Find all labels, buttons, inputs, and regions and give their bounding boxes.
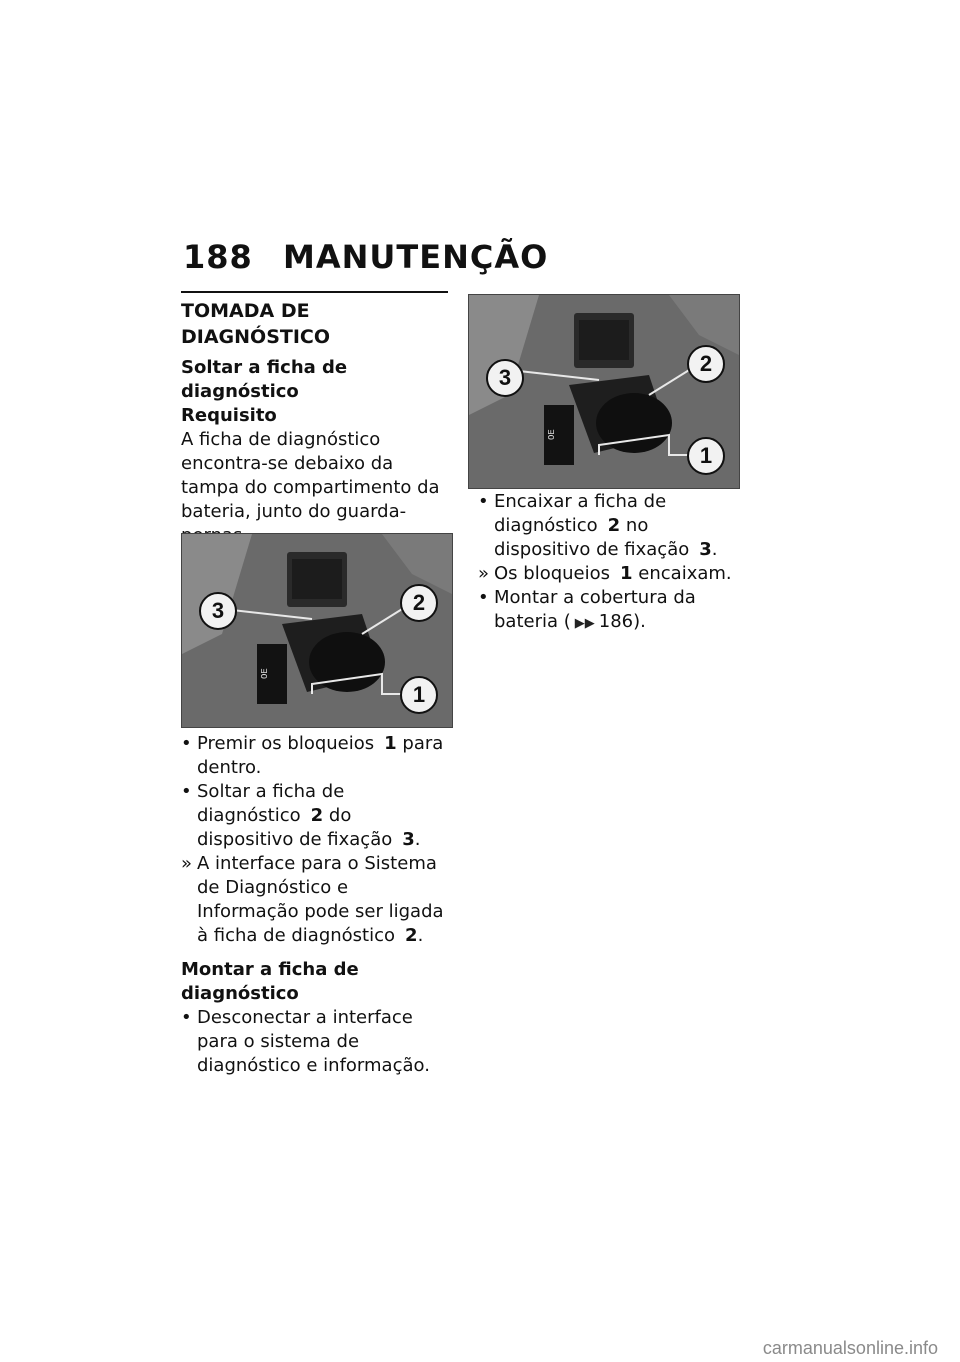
arrow-right-icon: ▶▶	[574, 616, 595, 631]
page-number: 188	[183, 238, 253, 276]
ref-number: 1	[384, 733, 397, 754]
bullet-marker: •	[181, 781, 192, 802]
step-insert-plug	[478, 490, 750, 562]
section-divider	[181, 291, 448, 293]
ref-number: 3	[402, 829, 415, 850]
step-text: Encaixar a ficha de diagnóstico	[494, 491, 667, 536]
ref-number: 2	[405, 925, 418, 946]
callout-2: 2	[687, 345, 725, 383]
callout-3: 3	[199, 592, 237, 630]
result-after: encaixam.	[638, 563, 732, 584]
result-locks-engage	[478, 562, 750, 586]
step-disconnect-interface	[181, 1006, 453, 1078]
page-reference[interactable]: 186	[598, 611, 634, 632]
left-column-steps	[181, 732, 453, 1078]
result-interface	[181, 852, 453, 948]
step-end: .	[414, 829, 421, 850]
step-text-after: para dentro.	[197, 733, 444, 778]
diagnostic-connector-photo-2	[468, 294, 740, 489]
result-end: .	[417, 925, 424, 946]
step-text-mid: do dispositivo de fixação	[197, 805, 393, 850]
callout-3: 3	[486, 359, 524, 397]
step-text: Montar a cobertura da bateria (	[494, 587, 696, 632]
callout-1: 1	[400, 676, 438, 714]
result-marker: »	[478, 563, 490, 584]
ref-number: 2	[310, 805, 324, 826]
callout-1: 1	[687, 437, 725, 475]
step-text: Premir os bloqueios	[197, 733, 375, 754]
svg-text:OE: OE	[260, 668, 270, 679]
result-text: A interface para o Sistema de Diagnóstico e Informação pode ser ligada à ficha de diagnóstico	[197, 853, 444, 946]
diagnostic-connector-photo	[181, 533, 453, 728]
requisite-label: Requisito	[181, 405, 277, 426]
callout-2: 2	[400, 584, 438, 622]
section-title: TOMADA DE DIAGNÓSTICO	[181, 300, 331, 348]
step-release-plug	[181, 780, 453, 852]
bullet-marker: •	[181, 733, 192, 754]
page-title: MANUTENÇÃO	[283, 238, 549, 276]
ref-number: 3	[699, 539, 712, 560]
bullet-marker: •	[478, 491, 489, 512]
right-column	[478, 490, 750, 636]
svg-text:OE: OE	[547, 429, 557, 440]
step-mount-battery-cover	[478, 586, 750, 636]
step-press-locks	[181, 732, 453, 780]
ref-number: 1	[620, 563, 633, 584]
bullet-marker: •	[478, 587, 489, 608]
result-marker: »	[181, 853, 193, 874]
subsection-title-mount: Montar a ficha de diagnóstico	[181, 959, 359, 1004]
subsection-title: Soltar a ficha de diagnóstico	[181, 357, 348, 402]
step-text: Soltar a ficha de diagnóstico	[197, 781, 345, 826]
requisite-text: A ficha de diagnóstico encontra-se debaixo da tampa do compartimento da bateria, junto do guarda-	[181, 429, 440, 522]
step-close: ).	[633, 611, 646, 632]
ref-number: 2	[607, 515, 621, 536]
watermark: carmanualsonline.info	[762, 1338, 938, 1358]
bullet-marker: •	[181, 1007, 192, 1028]
step-text: Desconectar a interface para o sistema de diagnóstico e informação.	[197, 1007, 430, 1076]
result-text: Os bloqueios	[494, 563, 611, 584]
step-end: .	[711, 539, 718, 560]
step-text-mid: no dispositivo de fixação	[494, 515, 690, 560]
